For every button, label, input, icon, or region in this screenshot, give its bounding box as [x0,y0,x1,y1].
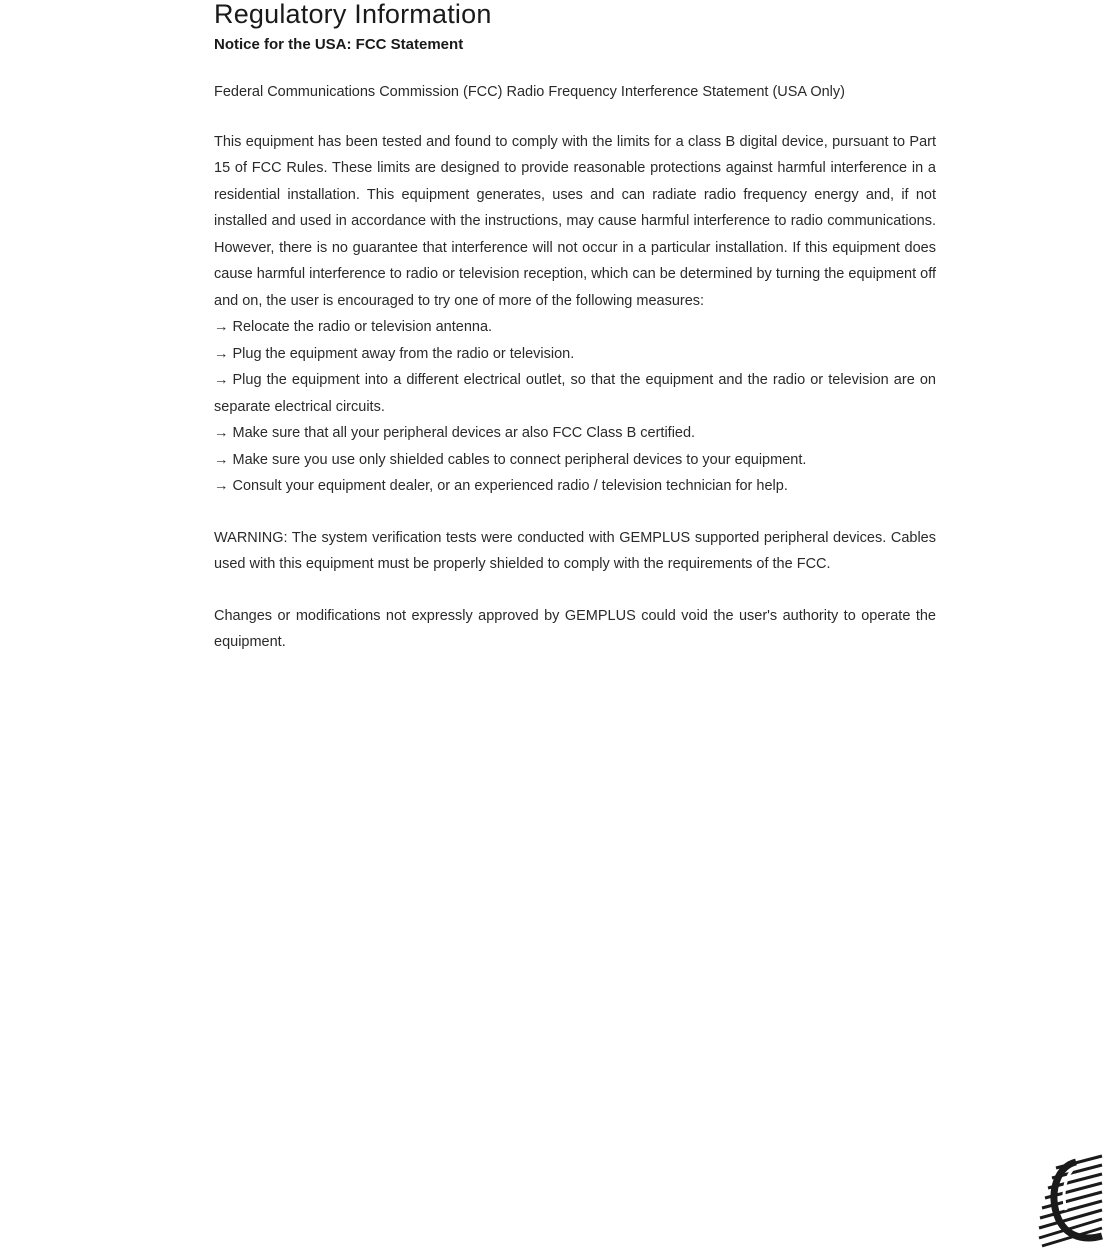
compliance-paragraph: This equipment has been tested and found to comply with the limits for a class B digital device, pursuant to Part 15 of FCC Rules. These limits are designed to provide reasonable protections against harmful interference in a residential installation. This equipment generates, uses and can radiate radio frequency energy and, if not installed and used in accordance with the instructions, may cause harmful interference to radio communications. However, there is no guarantee that interference will not occur in a particular installation. If this equipment does cause harmful interference to radio or television reception, which can be determined by turning the equipment off and on, the user is encouraged to try one of more of the following measures: [214,133,936,309]
list-item: → Consult your equipment dealer, or an experienced radio / television technician for help. [214,478,788,494]
gemplus-logo-icon [1036,1150,1104,1250]
list-item: → Plug the equipment away from the radio or television. [214,345,575,362]
arrow-icon: → [214,425,229,441]
arrow-icon: → [214,478,229,494]
arrow-icon: → [214,451,229,468]
document-page [214,0,936,656]
list-item: → Relocate the radio or television antenna. [214,319,493,335]
arrow-icon: → [214,319,229,335]
list-item: → Make sure you use only shielded cables to connect peripheral devices to your equipment. [214,451,807,468]
measures-list [214,314,936,500]
intro-paragraph: Federal Communications Commission (FCC) Radio Frequency Interference Statement (USA Only) [214,84,845,100]
page-title: Regulatory Information [214,0,492,29]
arrow-icon: → [214,372,229,388]
list-item: → Make sure that all your peripheral devices ar also FCC Class B certified. [214,425,696,441]
list-item: → Plug the equipment into a different electrical outlet, so that the equipment and the radio or television are on separate electrical circuits. [214,372,936,415]
warning-paragraph: WARNING: The system verification tests were conducted with GEMPLUS supported peripheral devices. Cables used with this equipment must be properly shielded to comply with the requirements of the FCC. [214,529,936,572]
section-subtitle: Notice for the USA: FCC Statement [214,36,464,53]
changes-paragraph: Changes or modifications not expressly approved by GEMPLUS could void the user's authority to operate the equipment. [214,607,936,650]
arrow-icon: → [214,345,229,362]
